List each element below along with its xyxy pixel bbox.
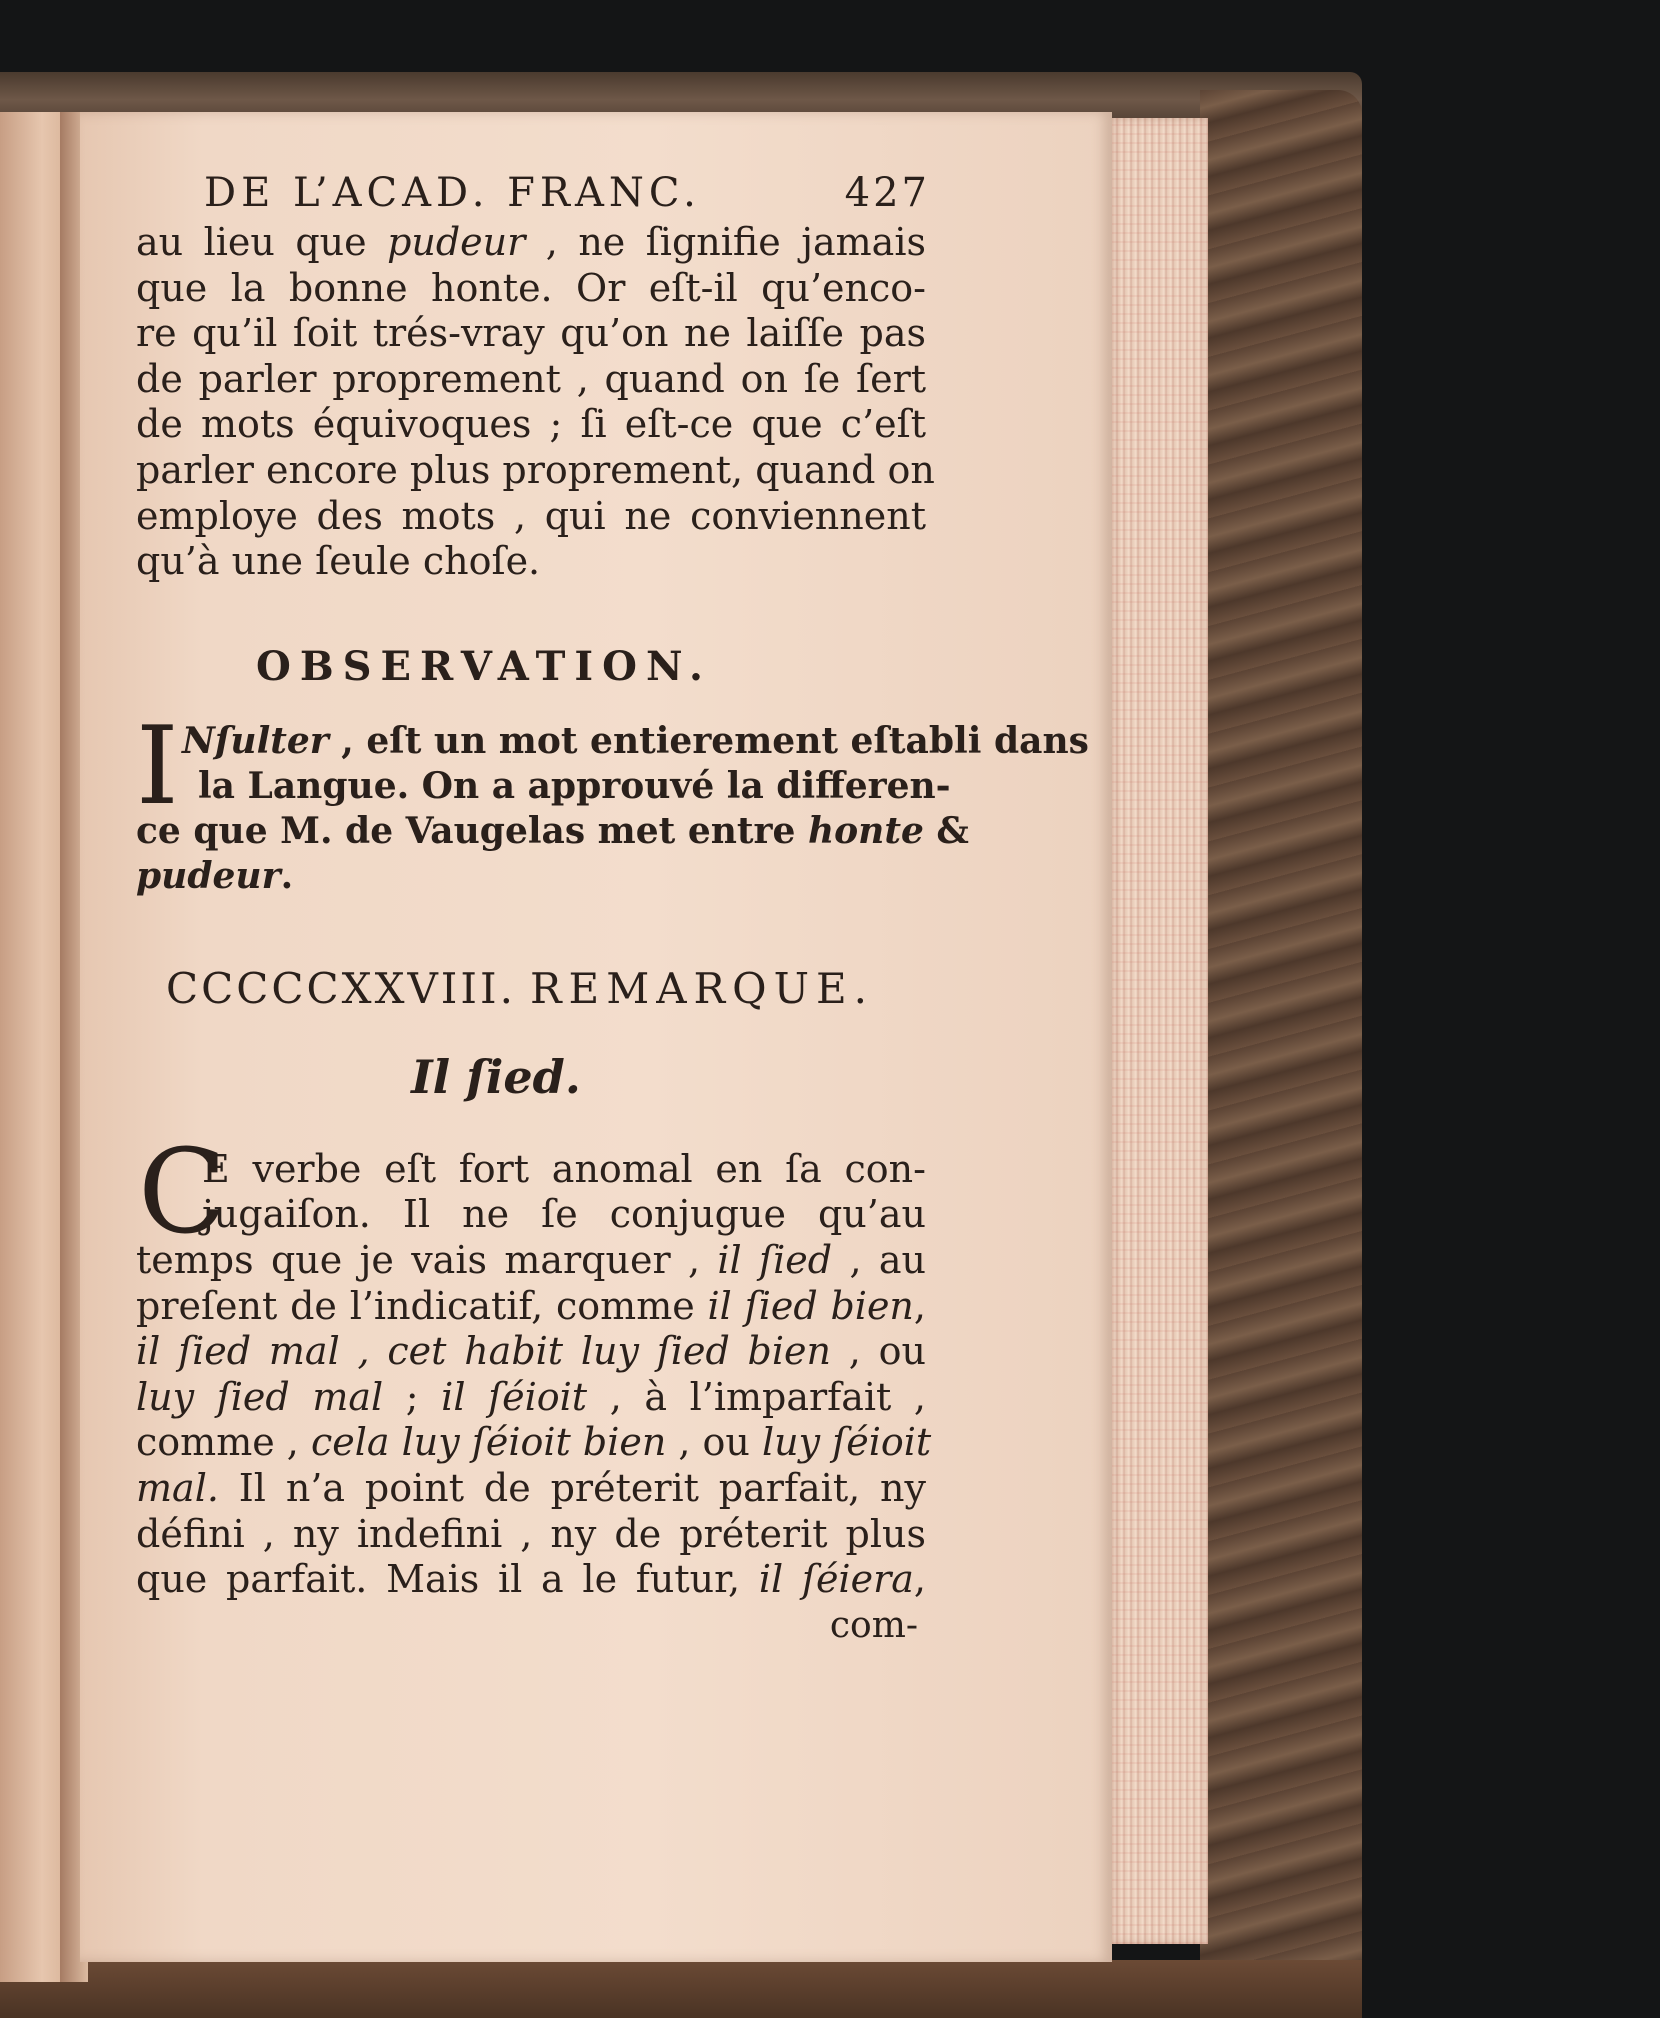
- drop-capital: C: [138, 1124, 227, 1260]
- remark-word: REMARQUE.: [529, 963, 875, 1013]
- text-line: parler encore plus proprement, quand on: [136, 447, 935, 492]
- text-line: défini , ny indefini , ny de préterit plus: [136, 1511, 926, 1556]
- remark-number: CCCCCXXVIII.: [166, 963, 516, 1013]
- text-line: qu’à une ſeule choſe.: [136, 539, 541, 584]
- observation-heading: OBSERVATION.: [256, 642, 712, 690]
- remark-paragraph: [136, 1124, 932, 1649]
- text-line: jugaiſon. Il ne ſe conjugue qu’au: [202, 1192, 926, 1237]
- drop-capital: I: [136, 703, 179, 829]
- text-line: comme , cela luy ſéioit bien , ou luy ſéioit: [136, 1420, 932, 1465]
- text-line: pudeur.: [136, 854, 294, 897]
- book-cover-bottom: [0, 1960, 1362, 2018]
- page-text-block: [136, 166, 1089, 1649]
- running-head-title: DE L’ACAD. FRANC.: [204, 170, 701, 216]
- text-line: E verbe eſt fort anomal en ſa con-: [202, 1146, 926, 1191]
- text-line: il ſied mal , cet habit luy ſied bien , ou: [136, 1329, 926, 1374]
- page-block-edge: [1112, 118, 1208, 1944]
- text-line: mal. Il n’a point de préterit parfait, ny: [136, 1465, 926, 1510]
- text-line: employe des mots , qui ne conviennent: [136, 493, 926, 538]
- observation-paragraph: [136, 703, 1089, 899]
- catchword: com-: [829, 1604, 918, 1646]
- text-line: que la bonne honte. Or eſt-il qu’enco-: [136, 265, 926, 310]
- page-number: 427: [844, 170, 930, 216]
- text-line: temps que je vais marquer , il ſied , au: [136, 1237, 926, 1282]
- text-line: preſent de l’indicatif, comme il ſied bien,: [136, 1283, 926, 1328]
- text-line: ce que M. de Vaugelas met entre honte &: [136, 809, 969, 852]
- text-line: que parfait. Mais il a le futur, il ſéiera,: [136, 1557, 926, 1602]
- text-line: de mots équivoques ; ſi eſt-ce que c’eſt: [136, 402, 926, 447]
- running-head: [136, 166, 930, 220]
- text-line: au lieu que pudeur , ne ſignifie jamais: [136, 220, 926, 264]
- book-cover-spine-edge: [1200, 90, 1362, 2018]
- text-line: de parler proprement , quand on ſe ſert: [136, 356, 926, 401]
- remark-title: Il ſied.: [411, 1049, 581, 1104]
- paragraph-continuation: [136, 220, 935, 585]
- text-line: re qu’il ſoit trés-vray qu’on ne laiſſe pas: [136, 311, 926, 356]
- remark-heading: [136, 959, 926, 1019]
- text-line: la Langue. On a approuvé la differen-: [198, 764, 951, 807]
- text-line: luy ſied mal ; il ſéioit , à l’imparfait ,: [136, 1374, 926, 1419]
- text-line: Nſulter , eſt un mot entierement eſtabli dans: [182, 719, 1089, 762]
